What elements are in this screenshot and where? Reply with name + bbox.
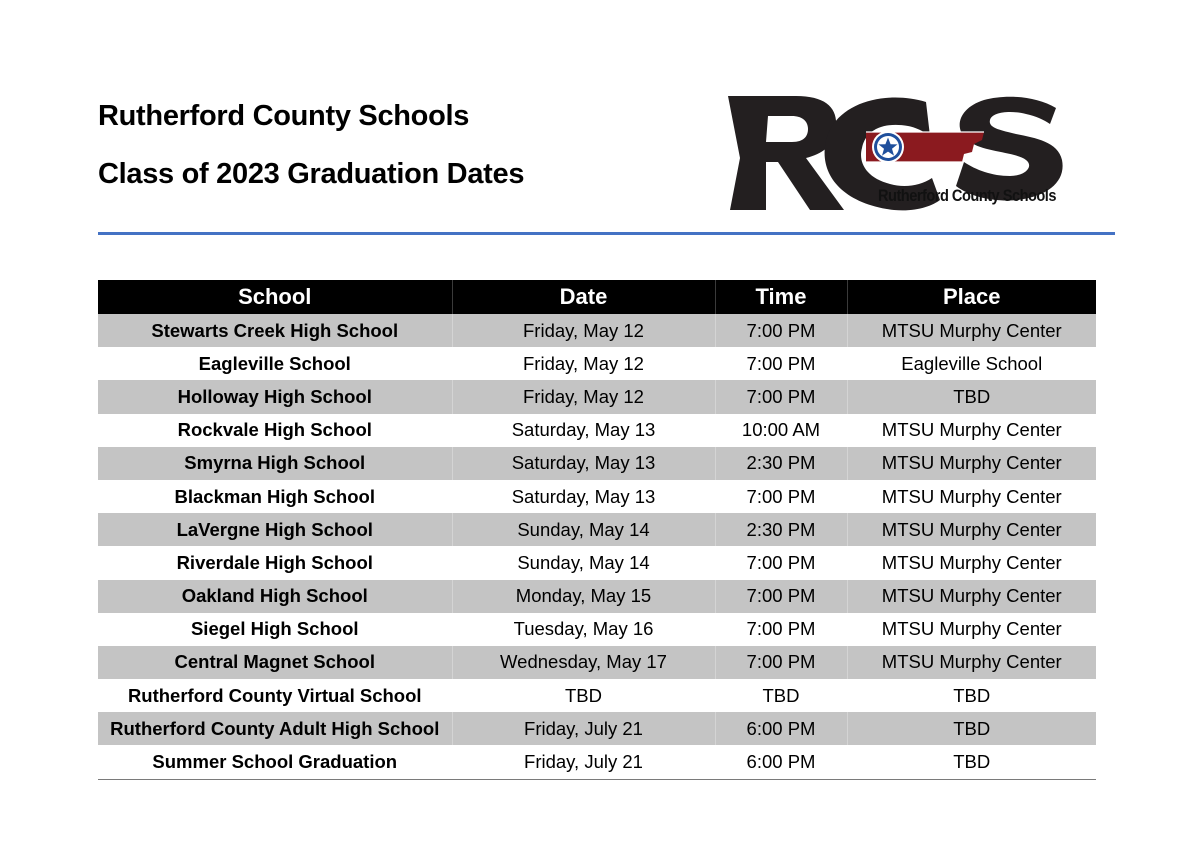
time-cell: 7:00 PM: [715, 646, 847, 679]
date-cell: Saturday, May 13: [452, 480, 715, 513]
time-cell: 7:00 PM: [715, 613, 847, 646]
time-cell: 7:00 PM: [715, 347, 847, 380]
place-cell: TBD: [847, 712, 1096, 745]
table-row: [98, 712, 1096, 745]
place-cell: MTSU Murphy Center: [847, 546, 1096, 579]
column-header-time: Time: [715, 280, 847, 314]
time-cell: 2:30 PM: [715, 447, 847, 480]
column-header-place: Place: [847, 280, 1096, 314]
date-cell: Friday, July 21: [452, 712, 715, 745]
time-cell: 7:00 PM: [715, 314, 847, 347]
table-row: [98, 646, 1096, 679]
place-cell: MTSU Murphy Center: [847, 447, 1096, 480]
school-cell: Smyrna High School: [98, 447, 452, 480]
school-cell: Rockvale High School: [98, 414, 452, 447]
table-header-row: [98, 280, 1096, 314]
table-row: [98, 679, 1096, 712]
date-cell: TBD: [452, 679, 715, 712]
date-cell: Monday, May 15: [452, 580, 715, 613]
school-cell: LaVergne High School: [98, 513, 452, 546]
school-cell: Siegel High School: [98, 613, 452, 646]
date-cell: Tuesday, May 16: [452, 613, 715, 646]
place-cell: MTSU Murphy Center: [847, 513, 1096, 546]
date-cell: Saturday, May 13: [452, 414, 715, 447]
time-cell: 10:00 AM: [715, 414, 847, 447]
place-cell: MTSU Murphy Center: [847, 314, 1096, 347]
school-cell: Eagleville School: [98, 347, 452, 380]
place-cell: Eagleville School: [847, 347, 1096, 380]
time-cell: 2:30 PM: [715, 513, 847, 546]
date-cell: Saturday, May 13: [452, 447, 715, 480]
table-row: [98, 414, 1096, 447]
time-cell: TBD: [715, 679, 847, 712]
school-cell: Rutherford County Adult High School: [98, 712, 452, 745]
table-row: [98, 513, 1096, 546]
time-cell: 6:00 PM: [715, 712, 847, 745]
table-row: [98, 613, 1096, 646]
school-cell: Riverdale High School: [98, 546, 452, 579]
place-cell: MTSU Murphy Center: [847, 613, 1096, 646]
school-cell: Rutherford County Virtual School: [98, 679, 452, 712]
place-cell: MTSU Murphy Center: [847, 580, 1096, 613]
table-row: [98, 745, 1096, 779]
document-subtitle: Class of 2023 Graduation Dates: [98, 158, 525, 190]
place-cell: MTSU Murphy Center: [847, 480, 1096, 513]
date-cell: Friday, July 21: [452, 745, 715, 779]
column-header-date: Date: [452, 280, 715, 314]
school-cell: Oakland High School: [98, 580, 452, 613]
time-cell: 6:00 PM: [715, 745, 847, 779]
time-cell: 7:00 PM: [715, 546, 847, 579]
table-row: [98, 314, 1096, 347]
place-cell: TBD: [847, 679, 1096, 712]
table-row: [98, 380, 1096, 413]
logo-caption: Rutherford County Schools: [878, 186, 1056, 205]
graduation-schedule-table: [98, 280, 1096, 780]
date-cell: Friday, May 12: [452, 380, 715, 413]
school-cell: Central Magnet School: [98, 646, 452, 679]
date-cell: Wednesday, May 17: [452, 646, 715, 679]
place-cell: MTSU Murphy Center: [847, 414, 1096, 447]
table-row: [98, 347, 1096, 380]
table-row: [98, 546, 1096, 579]
time-cell: 7:00 PM: [715, 480, 847, 513]
date-cell: Friday, May 12: [452, 347, 715, 380]
school-cell: Blackman High School: [98, 480, 452, 513]
date-cell: Sunday, May 14: [452, 546, 715, 579]
rcs-logo: [726, 92, 1071, 217]
school-cell: Holloway High School: [98, 380, 452, 413]
school-cell: Summer School Graduation: [98, 745, 452, 779]
time-cell: 7:00 PM: [715, 380, 847, 413]
time-cell: 7:00 PM: [715, 580, 847, 613]
school-cell: Stewarts Creek High School: [98, 314, 452, 347]
document-title: Rutherford County Schools: [98, 100, 470, 132]
header-divider: [98, 232, 1115, 235]
place-cell: TBD: [847, 380, 1096, 413]
date-cell: Friday, May 12: [452, 314, 715, 347]
table-row: [98, 580, 1096, 613]
date-cell: Sunday, May 14: [452, 513, 715, 546]
table-row: [98, 447, 1096, 480]
place-cell: MTSU Murphy Center: [847, 646, 1096, 679]
column-header-school: School: [98, 280, 452, 314]
table-row: [98, 480, 1096, 513]
place-cell: TBD: [847, 745, 1096, 779]
